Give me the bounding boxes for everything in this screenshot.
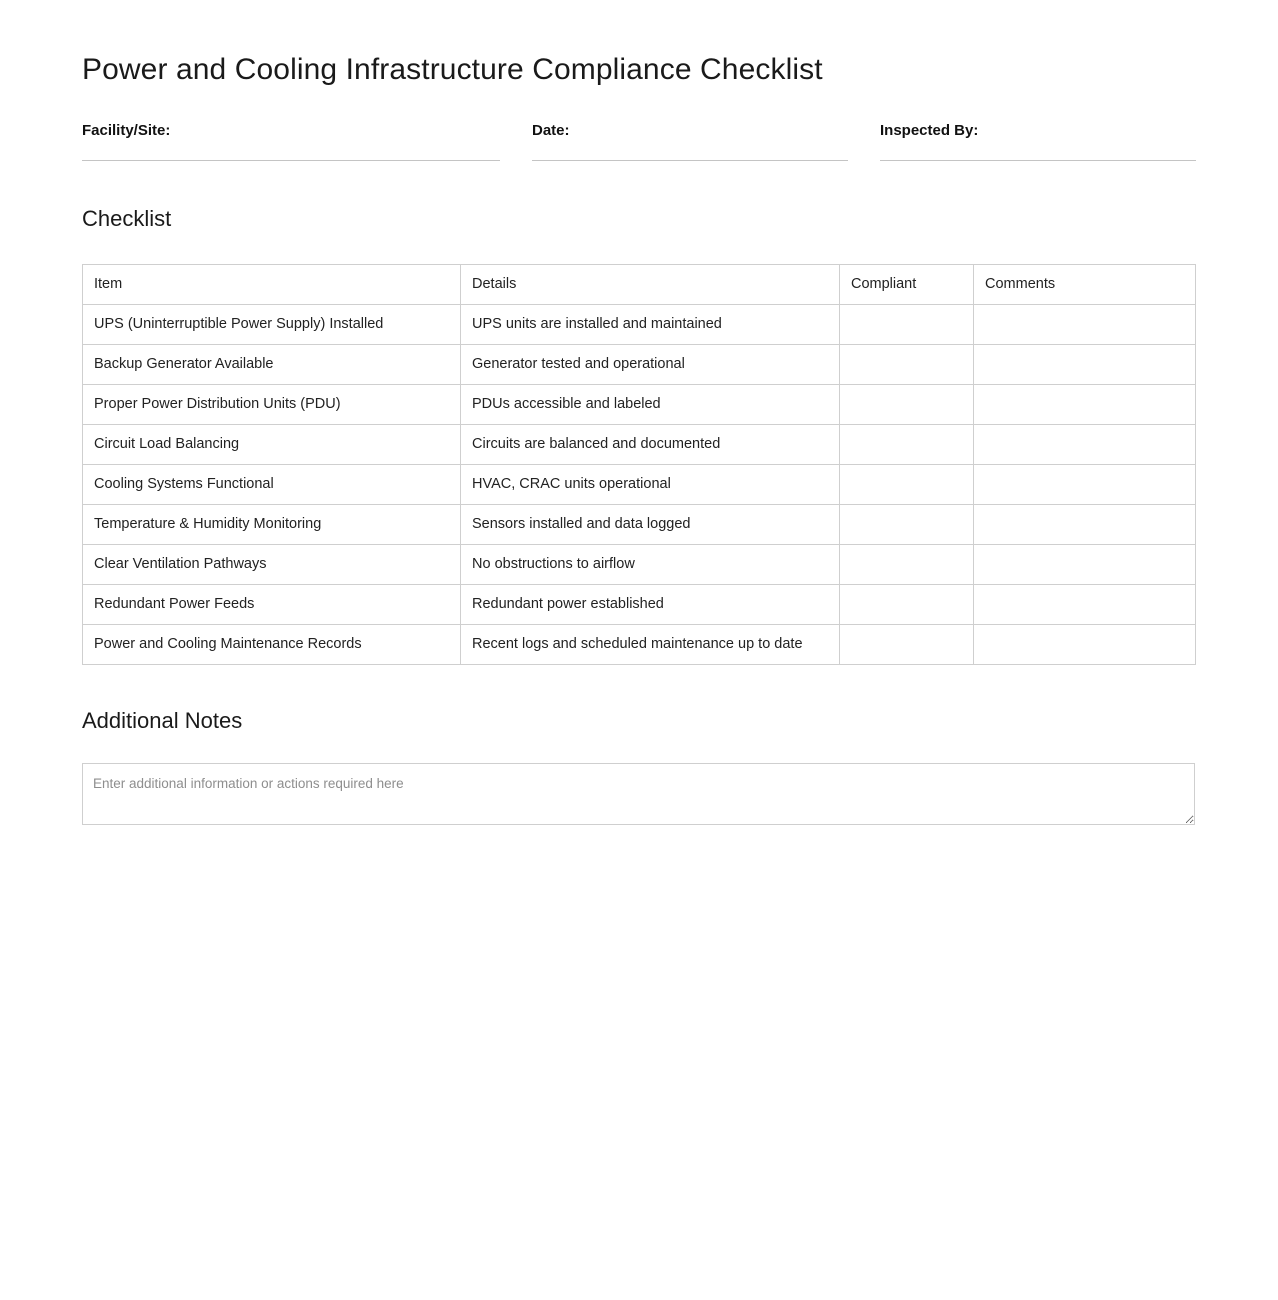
cell-item: Cooling Systems Functional [83, 465, 461, 505]
cell-details: Recent logs and scheduled maintenance up to date [461, 625, 840, 665]
cell-comments[interactable] [974, 425, 1196, 465]
cell-item: Power and Cooling Maintenance Records [83, 625, 461, 665]
cell-details: PDUs accessible and labeled [461, 385, 840, 425]
facility-field-group [82, 122, 500, 161]
cell-comments[interactable] [974, 545, 1196, 585]
table-header-row [83, 265, 1196, 305]
inspected-by-label: Inspected By: [880, 122, 979, 139]
cell-details: Sensors installed and data logged [461, 505, 840, 545]
cell-item: Clear Ventilation Pathways [83, 545, 461, 585]
facility-label: Facility/Site: [82, 122, 171, 139]
cell-comments[interactable] [974, 345, 1196, 385]
table-row [83, 425, 1196, 465]
cell-details: Redundant power established [461, 585, 840, 625]
cell-compliant[interactable] [840, 345, 974, 385]
cell-compliant[interactable] [840, 585, 974, 625]
cell-compliant[interactable] [840, 545, 974, 585]
table-row [83, 585, 1196, 625]
column-header-item: Item [83, 265, 461, 305]
page-title: Power and Cooling Infrastructure Compliance Checklist [82, 53, 823, 86]
column-header-comments: Comments [974, 265, 1196, 305]
column-header-details: Details [461, 265, 840, 305]
cell-compliant[interactable] [840, 505, 974, 545]
table-row [83, 385, 1196, 425]
checklist-table-body [83, 305, 1196, 665]
checklist-table-head [83, 265, 1196, 305]
column-header-compliant: Compliant [840, 265, 974, 305]
table-row [83, 345, 1196, 385]
cell-comments[interactable] [974, 505, 1196, 545]
cell-comments[interactable] [974, 625, 1196, 665]
cell-compliant[interactable] [840, 385, 974, 425]
cell-compliant[interactable] [840, 465, 974, 505]
table-row [83, 625, 1196, 665]
cell-item: Temperature & Humidity Monitoring [83, 505, 461, 545]
cell-comments[interactable] [974, 585, 1196, 625]
cell-item: Proper Power Distribution Units (PDU) [83, 385, 461, 425]
cell-comments[interactable] [974, 305, 1196, 345]
facility-input[interactable] [82, 141, 500, 161]
inspector-field-group [880, 122, 1196, 161]
header-meta-row [82, 122, 1196, 161]
date-label: Date: [532, 122, 570, 139]
table-row [83, 465, 1196, 505]
checklist-table [82, 264, 1196, 665]
cell-item: Redundant Power Feeds [83, 585, 461, 625]
table-row [83, 305, 1196, 345]
date-input[interactable] [532, 141, 848, 161]
cell-item: Backup Generator Available [83, 345, 461, 385]
table-row [83, 545, 1196, 585]
additional-notes-heading: Additional Notes [82, 708, 243, 733]
additional-notes-textarea[interactable] [82, 763, 1195, 825]
cell-compliant[interactable] [840, 425, 974, 465]
cell-compliant[interactable] [840, 625, 974, 665]
cell-comments[interactable] [974, 465, 1196, 505]
cell-details: No obstructions to airflow [461, 545, 840, 585]
date-field-group [532, 122, 848, 161]
cell-details: Circuits are balanced and documented [461, 425, 840, 465]
cell-details: Generator tested and operational [461, 345, 840, 385]
checklist-heading: Checklist [82, 206, 172, 231]
inspected-by-input[interactable] [880, 141, 1196, 161]
table-row [83, 505, 1196, 545]
cell-item: Circuit Load Balancing [83, 425, 461, 465]
cell-compliant[interactable] [840, 305, 974, 345]
cell-details: HVAC, CRAC units operational [461, 465, 840, 505]
cell-comments[interactable] [974, 385, 1196, 425]
cell-item: UPS (Uninterruptible Power Supply) Installed [83, 305, 461, 345]
cell-details: UPS units are installed and maintained [461, 305, 840, 345]
